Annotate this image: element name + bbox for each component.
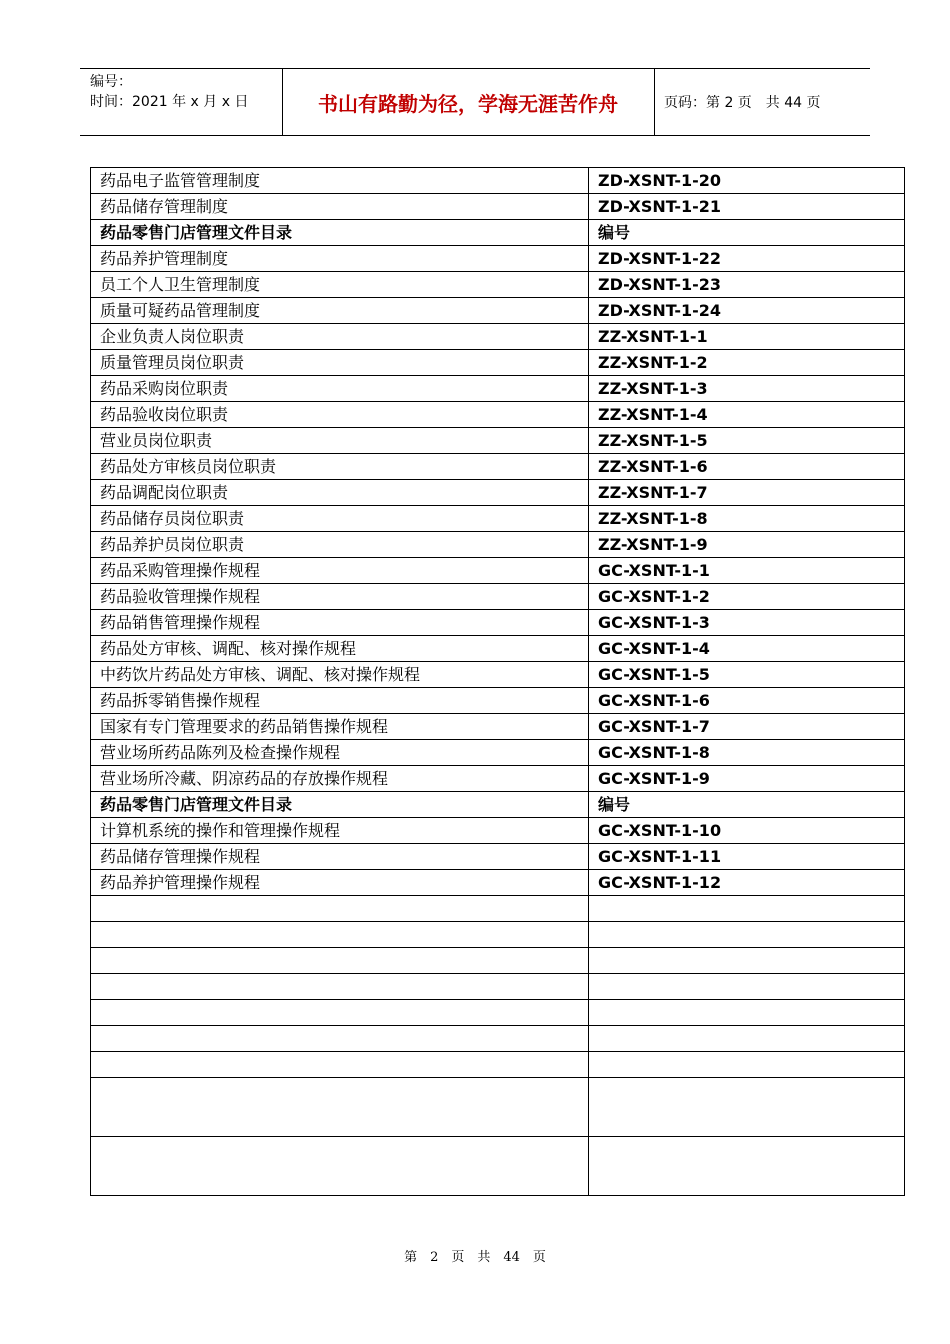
document-name-cell: 药品养护管理制度	[91, 246, 589, 272]
table-row	[91, 610, 905, 636]
document-name-cell: 营业场所药品陈列及检查操作规程	[91, 740, 589, 766]
header-motto: 书山有路勤为径，学海无涯苦作舟	[318, 91, 618, 116]
table-row	[91, 818, 905, 844]
empty-table-row	[91, 1026, 905, 1052]
document-code-cell: GC-XSNT-1-8	[589, 740, 905, 766]
document-name-cell: 药品采购管理操作规程	[91, 558, 589, 584]
empty-table-row	[91, 1078, 905, 1137]
document-code-cell: ZD-XSNT-1-22	[589, 246, 905, 272]
document-code-cell: ZZ-XSNT-1-2	[589, 350, 905, 376]
document-code-cell: GC-XSNT-1-12	[589, 870, 905, 896]
empty-table-row	[91, 896, 905, 922]
table-row	[91, 428, 905, 454]
document-code-cell: GC-XSNT-1-2	[589, 584, 905, 610]
empty-cell	[91, 974, 589, 1000]
empty-table-row	[91, 1052, 905, 1078]
empty-table-row	[91, 974, 905, 1000]
table-row	[91, 272, 905, 298]
empty-cell	[589, 1137, 905, 1196]
document-code-cell: GC-XSNT-1-3	[589, 610, 905, 636]
document-name-cell: 药品储存员岗位职责	[91, 506, 589, 532]
document-name-cell: 质量可疑药品管理制度	[91, 298, 589, 324]
document-code-cell: GC-XSNT-1-6	[589, 688, 905, 714]
document-code-cell: GC-XSNT-1-4	[589, 636, 905, 662]
empty-table-row	[91, 922, 905, 948]
document-name-cell: 质量管理员岗位职责	[91, 350, 589, 376]
table-row	[91, 766, 905, 792]
document-code-cell: GC-XSNT-1-1	[589, 558, 905, 584]
table-row	[91, 168, 905, 194]
table-row	[91, 194, 905, 220]
table-row	[91, 298, 905, 324]
document-name-cell: 药品零售门店管理文件目录	[91, 220, 589, 246]
directory-table-body	[91, 168, 905, 1196]
header-meta	[90, 72, 280, 112]
document-code-cell: ZZ-XSNT-1-7	[589, 480, 905, 506]
empty-cell	[589, 974, 905, 1000]
empty-cell	[91, 896, 589, 922]
table-row	[91, 584, 905, 610]
document-name-cell: 药品电子监管管理制度	[91, 168, 589, 194]
table-row	[91, 636, 905, 662]
document-name-cell: 药品采购岗位职责	[91, 376, 589, 402]
document-number-label: 编号：	[90, 74, 132, 90]
empty-table-row	[91, 1137, 905, 1196]
document-code-cell: ZZ-XSNT-1-6	[589, 454, 905, 480]
document-name-cell: 药品养护员岗位职责	[91, 532, 589, 558]
document-name-cell: 药品养护管理操作规程	[91, 870, 589, 896]
document-code-cell: GC-XSNT-1-9	[589, 766, 905, 792]
page-footer: 第 2 页 共 44 页	[404, 1250, 546, 1265]
document-name-cell: 企业负责人岗位职责	[91, 324, 589, 350]
empty-table-row	[91, 1000, 905, 1026]
empty-table-row	[91, 948, 905, 974]
table-row	[91, 844, 905, 870]
table-row	[91, 376, 905, 402]
document-name-cell: 药品拆零销售操作规程	[91, 688, 589, 714]
empty-cell	[589, 1000, 905, 1026]
empty-cell	[91, 1078, 589, 1137]
empty-cell	[589, 1026, 905, 1052]
document-code-cell: ZZ-XSNT-1-9	[589, 532, 905, 558]
document-name-cell: 药品调配岗位职责	[91, 480, 589, 506]
document-code-cell: ZZ-XSNT-1-8	[589, 506, 905, 532]
table-row	[91, 506, 905, 532]
document-code-cell: GC-XSNT-1-7	[589, 714, 905, 740]
table-section-heading-row	[91, 792, 905, 818]
table-row	[91, 480, 905, 506]
empty-cell	[589, 1052, 905, 1078]
page-header	[80, 68, 870, 136]
document-name-cell: 药品零售门店管理文件目录	[91, 792, 589, 818]
document-code-cell: 编号	[589, 792, 905, 818]
table-row	[91, 714, 905, 740]
document-code-cell: GC-XSNT-1-10	[589, 818, 905, 844]
document-code-cell: ZD-XSNT-1-23	[589, 272, 905, 298]
document-code-cell: ZD-XSNT-1-21	[589, 194, 905, 220]
document-name-cell: 营业员岗位职责	[91, 428, 589, 454]
document-code-cell: ZD-XSNT-1-20	[589, 168, 905, 194]
header-divider	[654, 69, 655, 135]
table-row	[91, 402, 905, 428]
document-code-cell: ZZ-XSNT-1-4	[589, 402, 905, 428]
empty-cell	[91, 1000, 589, 1026]
document-code-cell: ZZ-XSNT-1-5	[589, 428, 905, 454]
empty-cell	[589, 896, 905, 922]
table-row	[91, 454, 905, 480]
document-name-cell: 药品销售管理操作规程	[91, 610, 589, 636]
empty-cell	[91, 922, 589, 948]
table-row	[91, 558, 905, 584]
table-row	[91, 662, 905, 688]
document-name-cell: 国家有专门管理要求的药品销售操作规程	[91, 714, 589, 740]
document-time-label: 时间：2021 年 x 月 x 日	[90, 94, 249, 110]
document-name-cell: 药品验收管理操作规程	[91, 584, 589, 610]
document-code-cell: ZZ-XSNT-1-3	[589, 376, 905, 402]
document-name-cell: 计算机系统的操作和管理操作规程	[91, 818, 589, 844]
document-name-cell: 药品处方审核员岗位职责	[91, 454, 589, 480]
empty-cell	[589, 948, 905, 974]
document-name-cell: 药品储存管理操作规程	[91, 844, 589, 870]
document-code-cell: ZD-XSNT-1-24	[589, 298, 905, 324]
document-code-cell: ZZ-XSNT-1-1	[589, 324, 905, 350]
document-name-cell: 员工个人卫生管理制度	[91, 272, 589, 298]
table-row	[91, 324, 905, 350]
empty-cell	[91, 1026, 589, 1052]
empty-cell	[91, 948, 589, 974]
table-row	[91, 870, 905, 896]
empty-cell	[91, 1137, 589, 1196]
document-code-cell: 编号	[589, 220, 905, 246]
document-name-cell: 药品验收岗位职责	[91, 402, 589, 428]
document-code-cell: GC-XSNT-1-5	[589, 662, 905, 688]
empty-cell	[589, 1078, 905, 1137]
header-page-info: 页码：第 2 页 共 44 页	[664, 95, 821, 111]
table-section-heading-row	[91, 220, 905, 246]
document-name-cell: 中药饮片药品处方审核、调配、核对操作规程	[91, 662, 589, 688]
document-name-cell: 药品处方审核、调配、核对操作规程	[91, 636, 589, 662]
table-row	[91, 532, 905, 558]
document-code-cell: GC-XSNT-1-11	[589, 844, 905, 870]
empty-cell	[589, 922, 905, 948]
document-directory-table	[90, 167, 905, 1196]
empty-cell	[91, 1052, 589, 1078]
table-row	[91, 688, 905, 714]
table-row	[91, 740, 905, 766]
document-name-cell: 营业场所冷藏、阴凉药品的存放操作规程	[91, 766, 589, 792]
table-row	[91, 246, 905, 272]
document-name-cell: 药品储存管理制度	[91, 194, 589, 220]
table-row	[91, 350, 905, 376]
